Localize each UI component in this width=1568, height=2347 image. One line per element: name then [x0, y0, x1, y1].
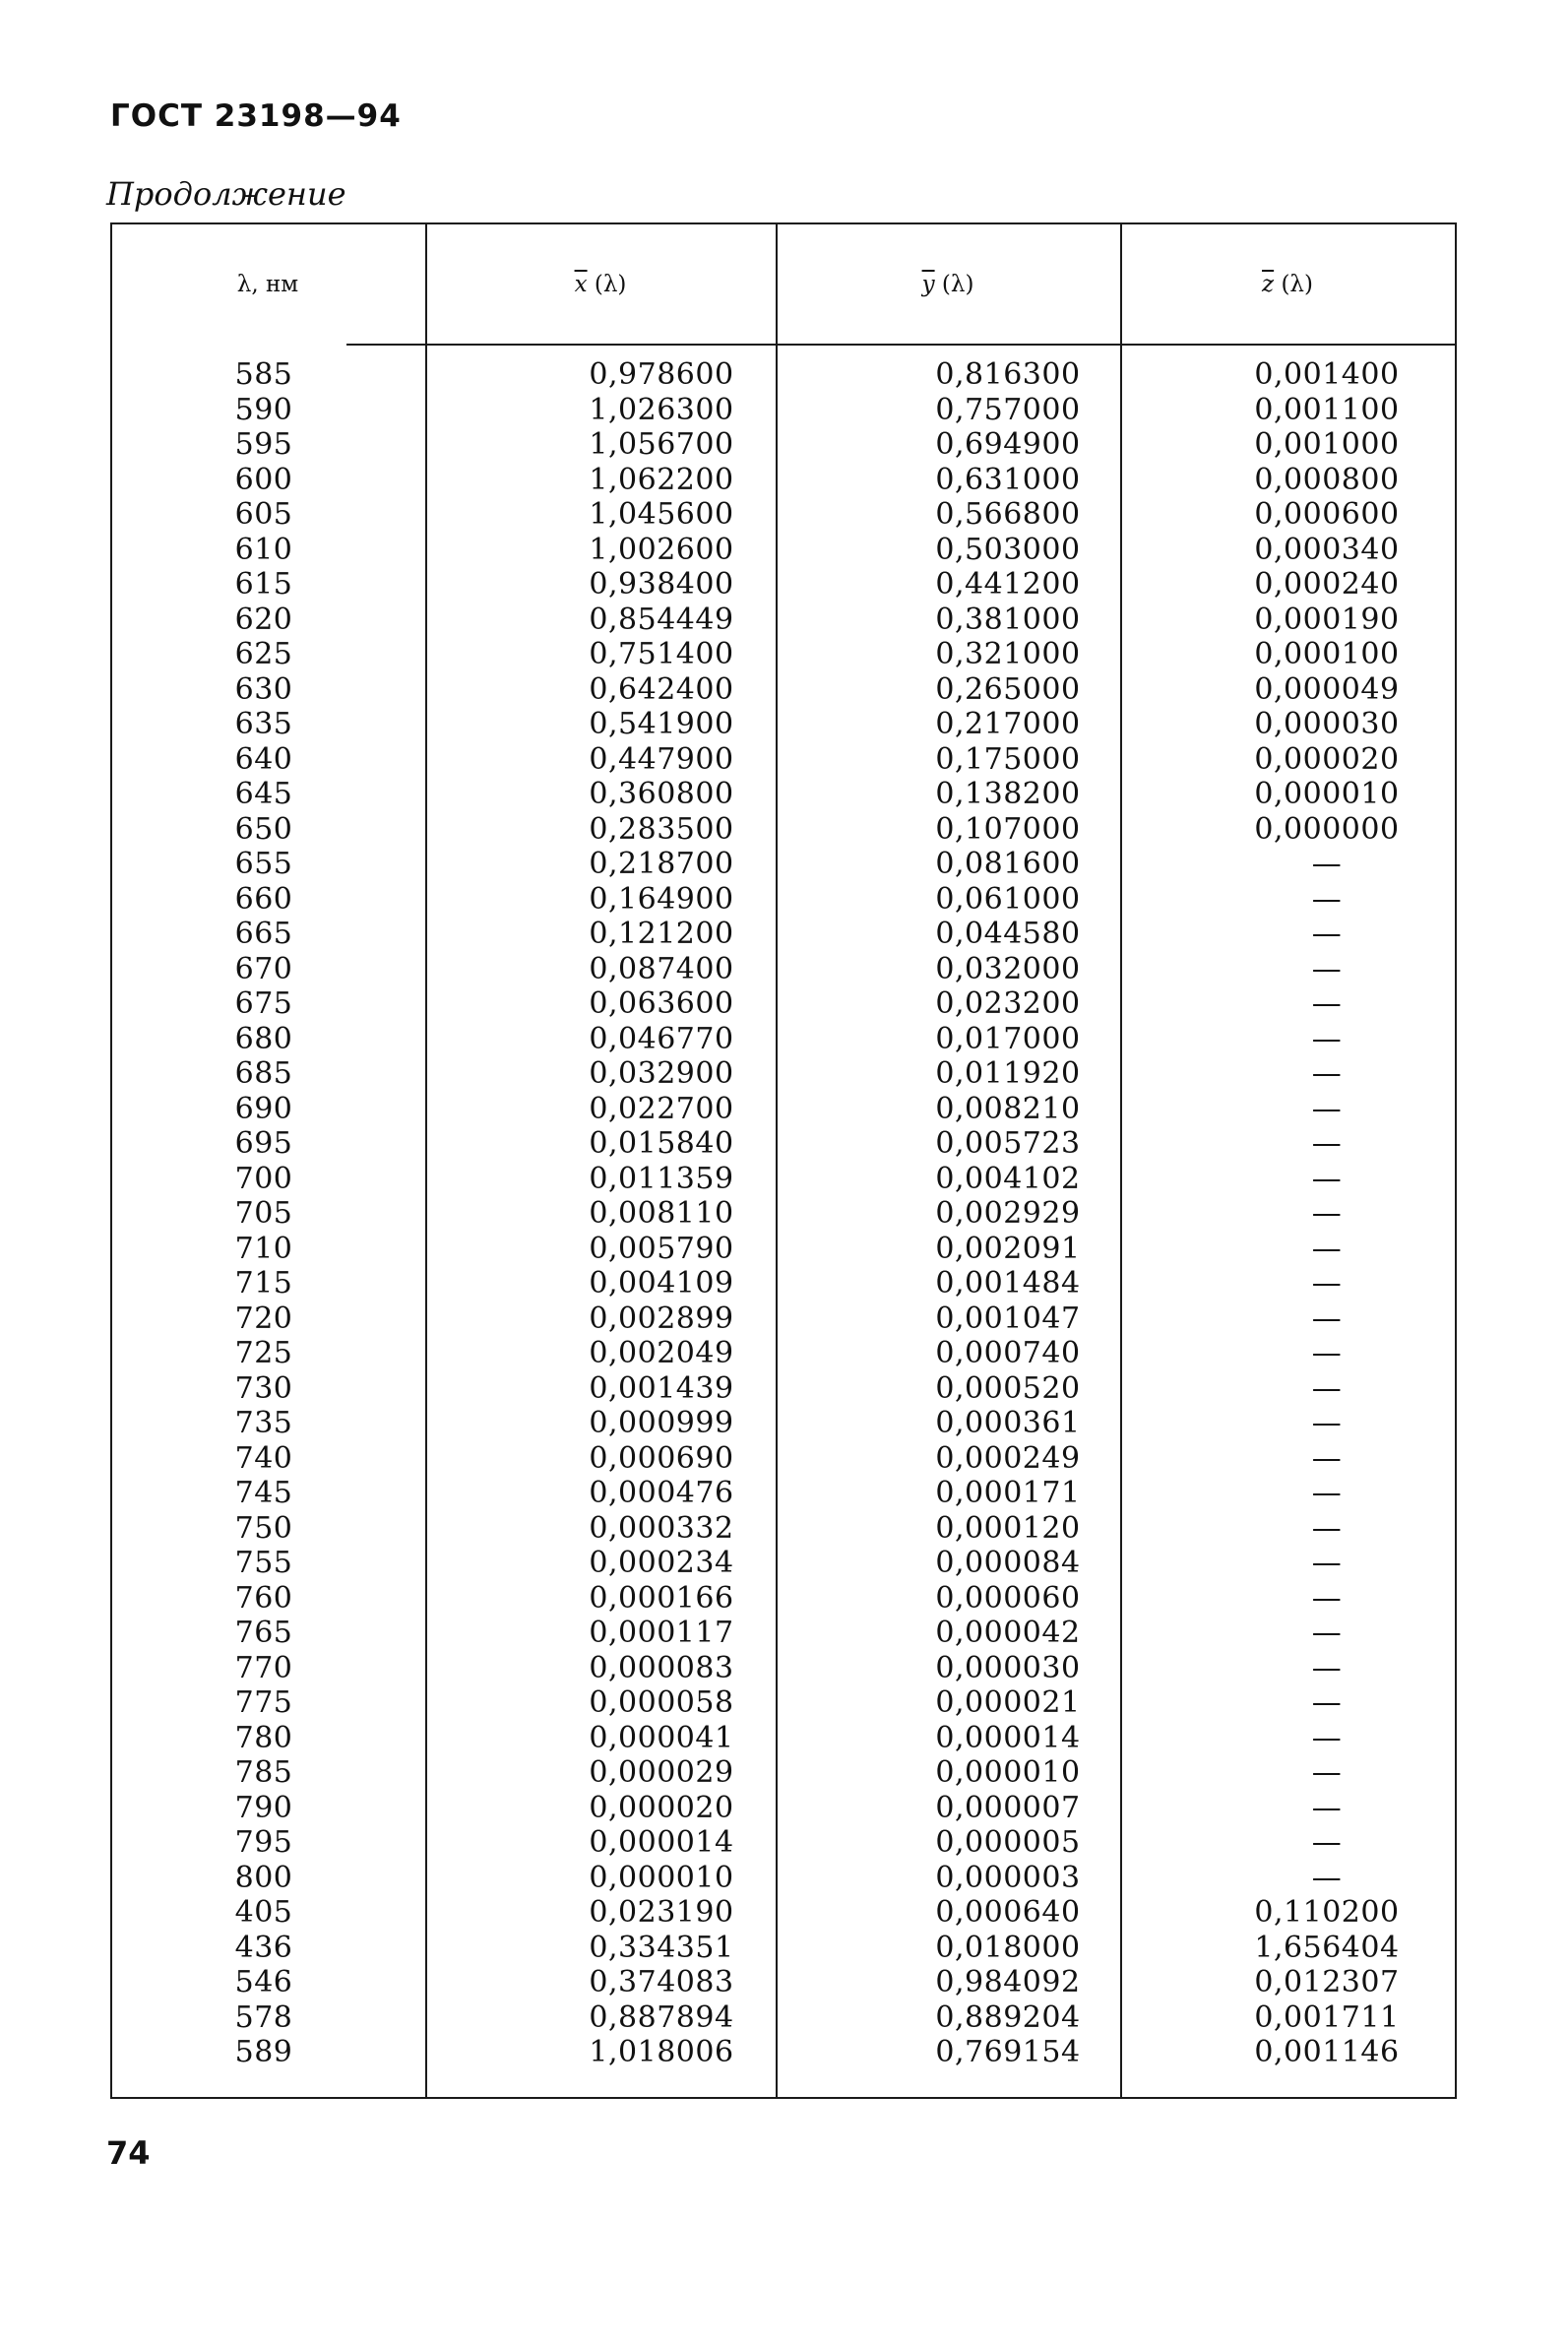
cell-z-bar: 0,000049: [1254, 671, 1400, 707]
cell-x-bar: 0,978600: [589, 357, 734, 392]
table-row: [110, 1651, 1457, 1686]
cell-y-bar: 0,004102: [935, 1161, 1081, 1196]
table-row: [110, 1371, 1457, 1407]
table-row: [110, 847, 1457, 882]
cell-wavelength: 800: [234, 1860, 293, 1895]
table-row: [110, 986, 1457, 1022]
cell-y-bar: 0,694900: [935, 427, 1081, 462]
cell-x-bar: 0,000999: [589, 1406, 734, 1440]
table-row: [110, 777, 1457, 812]
cell-y-bar: 0,984092: [935, 1965, 1081, 1999]
cell-x-bar: 1,062200: [589, 462, 734, 497]
cell-x-bar: 0,751400: [589, 637, 734, 671]
cell-x-bar: 0,000476: [589, 1476, 734, 1510]
cell-y-bar: 0,023200: [935, 986, 1081, 1021]
cell-wavelength: 655: [234, 847, 293, 881]
table-row: [110, 707, 1457, 742]
cell-y-bar: 0,138200: [935, 777, 1081, 811]
table-row: [110, 463, 1457, 498]
table-row: [110, 1511, 1457, 1547]
cell-y-bar: 0,265000: [935, 671, 1081, 707]
table-row: [110, 1406, 1457, 1441]
cell-wavelength: 730: [234, 1370, 293, 1406]
cell-y-bar: 0,441200: [935, 567, 1081, 602]
cell-wavelength: 589: [234, 2035, 293, 2069]
cell-wavelength: 715: [234, 1266, 293, 1300]
cell-z-bar: —: [1311, 1126, 1343, 1161]
cell-wavelength: 740: [234, 1440, 293, 1476]
cell-x-bar: 0,374083: [589, 1965, 734, 1999]
cell-y-bar: 0,017000: [935, 1021, 1081, 1056]
cell-x-bar: 1,045600: [589, 497, 734, 532]
cell-y-bar: 0,217000: [935, 707, 1081, 741]
cell-wavelength: 680: [234, 1021, 293, 1056]
header-y-bar: [776, 222, 1120, 346]
header-wavelength: [110, 222, 425, 346]
cell-z-bar: 1,656404: [1254, 1930, 1400, 1965]
cell-z-bar: —: [1311, 1510, 1343, 1546]
cell-wavelength: 760: [234, 1580, 293, 1616]
cell-z-bar: —: [1311, 1406, 1343, 1440]
cell-y-bar: 0,005723: [935, 1126, 1081, 1161]
cell-z-bar: —: [1311, 1720, 1343, 1755]
cell-x-bar: 0,887894: [589, 1999, 734, 2035]
cell-z-bar: —: [1311, 1161, 1343, 1196]
cell-y-bar: 0,889204: [935, 1999, 1081, 2035]
cell-y-bar: 0,000249: [935, 1440, 1081, 1476]
table-row: [110, 1755, 1457, 1791]
cell-y-bar: 0,321000: [935, 637, 1081, 671]
cell-wavelength: 695: [234, 1126, 293, 1161]
cell-wavelength: 765: [234, 1616, 293, 1650]
cell-z-bar: —: [1311, 881, 1343, 917]
cell-wavelength: 720: [234, 1300, 293, 1336]
cell-y-bar: 0,000060: [935, 1580, 1081, 1616]
cell-x-bar: 0,000058: [589, 1685, 734, 1720]
cell-y-bar: 0,000010: [935, 1755, 1081, 1790]
cell-y-bar: 0,000361: [935, 1406, 1081, 1440]
cell-wavelength: 650: [234, 811, 293, 847]
cell-wavelength: 546: [234, 1965, 293, 1999]
cell-y-bar: 0,000003: [935, 1860, 1081, 1895]
table-row: [110, 1931, 1457, 1966]
cell-wavelength: 750: [234, 1510, 293, 1546]
table-row: [110, 1895, 1457, 1931]
cell-z-bar: —: [1311, 1616, 1343, 1650]
table-row: [110, 882, 1457, 918]
cell-z-bar: 0,001000: [1254, 427, 1400, 462]
table-row: [110, 1232, 1457, 1267]
cell-wavelength: 405: [234, 1895, 293, 1930]
cell-z-bar: —: [1311, 917, 1343, 951]
cell-y-bar: 0,032000: [935, 951, 1081, 986]
cell-y-bar: 0,000014: [935, 1720, 1081, 1755]
cell-x-bar: 0,283500: [589, 811, 734, 847]
cell-y-bar: 0,001484: [935, 1266, 1081, 1300]
cell-x-bar: 1,056700: [589, 427, 734, 462]
table-row: [110, 1441, 1457, 1477]
table-row: [110, 1791, 1457, 1826]
table-body: [110, 357, 1457, 2070]
cell-wavelength: 595: [234, 427, 293, 462]
header-y-bar-symbol: $\overline{y}$: [921, 271, 935, 297]
table-row: [110, 812, 1457, 848]
table-row: [110, 1685, 1457, 1721]
cell-z-bar: —: [1311, 1266, 1343, 1300]
cell-x-bar: 0,011359: [589, 1161, 734, 1196]
cell-wavelength: 670: [234, 951, 293, 986]
cell-x-bar: 0,015840: [589, 1126, 734, 1161]
cell-y-bar: 0,175000: [935, 741, 1081, 777]
cell-y-bar: 0,000030: [935, 1650, 1081, 1685]
cell-wavelength: 770: [234, 1650, 293, 1685]
cell-wavelength: 645: [234, 777, 293, 811]
cell-y-bar: 0,000740: [935, 1336, 1081, 1370]
cell-y-bar: 0,000120: [935, 1510, 1081, 1546]
cell-x-bar: 0,000010: [589, 1860, 734, 1895]
cell-wavelength: 615: [234, 567, 293, 602]
cell-y-bar: 0,769154: [935, 2035, 1081, 2069]
table-row: [110, 1616, 1457, 1651]
table-row: [110, 1056, 1457, 1092]
cell-z-bar: 0,000030: [1254, 707, 1400, 741]
cell-wavelength: 735: [234, 1406, 293, 1440]
cell-x-bar: 0,002049: [589, 1336, 734, 1370]
cell-x-bar: 0,000041: [589, 1720, 734, 1755]
cell-wavelength: 640: [234, 741, 293, 777]
cell-wavelength: 605: [234, 497, 293, 532]
cell-y-bar: 0,000171: [935, 1476, 1081, 1510]
cell-y-bar: 0,061000: [935, 881, 1081, 917]
cell-z-bar: 0,000600: [1254, 497, 1400, 532]
table-row: [110, 1022, 1457, 1057]
cell-z-bar: 0,000800: [1254, 462, 1400, 497]
cell-z-bar: —: [1311, 1790, 1343, 1825]
cell-y-bar: 0,002929: [935, 1196, 1081, 1231]
cell-y-bar: 0,000084: [935, 1546, 1081, 1580]
cell-y-bar: 0,566800: [935, 497, 1081, 532]
cell-z-bar: —: [1311, 1300, 1343, 1336]
cell-y-bar: 0,008210: [935, 1091, 1081, 1126]
cell-x-bar: 0,000117: [589, 1616, 734, 1650]
table-row: [110, 1721, 1457, 1756]
cell-wavelength: 625: [234, 637, 293, 671]
header-x-bar: [425, 222, 776, 346]
header-x-bar-symbol: $\overline{x}$: [574, 271, 588, 297]
cell-z-bar: —: [1311, 1231, 1343, 1266]
cell-x-bar: 0,046770: [589, 1021, 734, 1056]
cell-z-bar: —: [1311, 1196, 1343, 1231]
page-number: 74: [106, 2134, 151, 2172]
cell-z-bar: 0,000100: [1254, 637, 1400, 671]
cell-wavelength: 710: [234, 1231, 293, 1266]
cell-x-bar: 0,164900: [589, 881, 734, 917]
cell-wavelength: 675: [234, 986, 293, 1021]
table-row: [110, 1965, 1457, 2000]
cell-x-bar: 1,002600: [589, 532, 734, 567]
cell-z-bar: —: [1311, 986, 1343, 1021]
cell-z-bar: —: [1311, 1370, 1343, 1406]
header-y-bar-lambda: (λ): [941, 271, 974, 297]
cell-wavelength: 660: [234, 881, 293, 917]
cell-y-bar: 0,000520: [935, 1370, 1081, 1406]
cell-wavelength: 585: [234, 357, 293, 392]
cell-z-bar: —: [1311, 1440, 1343, 1476]
cell-x-bar: 0,063600: [589, 986, 734, 1021]
cell-z-bar: —: [1311, 1021, 1343, 1056]
cell-y-bar: 0,000007: [935, 1790, 1081, 1825]
cell-wavelength: 610: [234, 532, 293, 567]
cell-y-bar: 0,000640: [935, 1895, 1081, 1930]
table-row: [110, 1825, 1457, 1861]
cell-wavelength: 578: [234, 1999, 293, 2035]
cell-z-bar: 0,110200: [1254, 1895, 1400, 1930]
table-row: [110, 533, 1457, 568]
cell-y-bar: 0,018000: [935, 1930, 1081, 1965]
cell-wavelength: 436: [234, 1930, 293, 1965]
cell-z-bar: 0,000020: [1254, 741, 1400, 777]
cell-x-bar: 0,000014: [589, 1825, 734, 1860]
cell-wavelength: 775: [234, 1685, 293, 1720]
table-row: [110, 567, 1457, 603]
cell-z-bar: 0,001400: [1254, 357, 1400, 392]
cell-wavelength: 790: [234, 1790, 293, 1825]
cell-y-bar: 0,001047: [935, 1300, 1081, 1336]
cell-z-bar: 0,012307: [1254, 1965, 1400, 1999]
table-row: [110, 2000, 1457, 2036]
table-row: [110, 1861, 1457, 1896]
table-row: [110, 917, 1457, 952]
cell-y-bar: 0,000021: [935, 1685, 1081, 1720]
table-row: [110, 672, 1457, 708]
cell-x-bar: 0,032900: [589, 1056, 734, 1091]
table-row: [110, 1126, 1457, 1162]
color-matching-table: [110, 222, 1457, 2099]
cell-z-bar: —: [1311, 1580, 1343, 1616]
cell-z-bar: 0,001100: [1254, 392, 1400, 427]
table-row: [110, 497, 1457, 533]
table-row: [110, 603, 1457, 638]
cell-x-bar: 0,854449: [589, 602, 734, 637]
cell-x-bar: 0,000166: [589, 1580, 734, 1616]
cell-x-bar: 0,000332: [589, 1510, 734, 1546]
cell-z-bar: 0,000000: [1254, 811, 1400, 847]
cell-z-bar: —: [1311, 1650, 1343, 1685]
table-row: [110, 637, 1457, 672]
header-x-bar-lambda: (λ): [594, 271, 627, 297]
cell-z-bar: —: [1311, 1860, 1343, 1895]
cell-wavelength: 705: [234, 1196, 293, 1231]
cell-x-bar: 0,218700: [589, 847, 734, 881]
cell-z-bar: 0,000340: [1254, 532, 1400, 567]
cell-y-bar: 0,000005: [935, 1825, 1081, 1860]
cell-x-bar: 0,000020: [589, 1790, 734, 1825]
cell-z-bar: —: [1311, 1755, 1343, 1790]
cell-wavelength: 700: [234, 1161, 293, 1196]
header-wavelength-label: λ, нм: [236, 271, 299, 297]
document-title: ГОСТ 23198—94: [110, 98, 402, 134]
cell-y-bar: 0,757000: [935, 392, 1081, 427]
cell-wavelength: 725: [234, 1336, 293, 1370]
cell-x-bar: 0,023190: [589, 1895, 734, 1930]
cell-y-bar: 0,107000: [935, 811, 1081, 847]
cell-x-bar: 0,334351: [589, 1930, 734, 1965]
header-z-bar: [1120, 222, 1455, 346]
table-row: [110, 1476, 1457, 1511]
header-z-bar-lambda: (λ): [1281, 271, 1313, 297]
cell-wavelength: 795: [234, 1825, 293, 1860]
table-row: [110, 1546, 1457, 1581]
cell-x-bar: 0,000234: [589, 1546, 734, 1580]
cell-z-bar: —: [1311, 1685, 1343, 1720]
cell-z-bar: 0,001146: [1254, 2035, 1400, 2069]
cell-z-bar: 0,001711: [1254, 1999, 1400, 2035]
cell-x-bar: 0,541900: [589, 707, 734, 741]
table-row: [110, 1162, 1457, 1197]
cell-wavelength: 665: [234, 917, 293, 951]
cell-y-bar: 0,631000: [935, 462, 1081, 497]
table-row: [110, 357, 1457, 393]
table-row: [110, 1266, 1457, 1301]
table-row: [110, 1301, 1457, 1337]
cell-z-bar: —: [1311, 1056, 1343, 1091]
cell-wavelength: 755: [234, 1546, 293, 1580]
cell-x-bar: 0,938400: [589, 567, 734, 602]
table-row: [110, 1336, 1457, 1371]
cell-wavelength: 690: [234, 1091, 293, 1126]
header-z-bar-symbol: $\overline{z}$: [1262, 271, 1275, 297]
cell-z-bar: —: [1311, 1336, 1343, 1370]
cell-x-bar: 0,004109: [589, 1266, 734, 1300]
cell-wavelength: 620: [234, 602, 293, 637]
cell-x-bar: 1,026300: [589, 392, 734, 427]
cell-x-bar: 0,447900: [589, 741, 734, 777]
cell-y-bar: 0,011920: [935, 1056, 1081, 1091]
cell-x-bar: 1,018006: [589, 2035, 734, 2069]
cell-x-bar: 0,087400: [589, 951, 734, 986]
cell-wavelength: 600: [234, 462, 293, 497]
cell-z-bar: 0,000190: [1254, 602, 1400, 637]
cell-y-bar: 0,002091: [935, 1231, 1081, 1266]
cell-z-bar: —: [1311, 1091, 1343, 1126]
cell-x-bar: 0,005790: [589, 1231, 734, 1266]
cell-wavelength: 780: [234, 1720, 293, 1755]
table-row: [110, 1196, 1457, 1232]
cell-wavelength: 785: [234, 1755, 293, 1790]
cell-wavelength: 635: [234, 707, 293, 741]
cell-z-bar: —: [1311, 1825, 1343, 1860]
cell-x-bar: 0,002899: [589, 1300, 734, 1336]
cell-y-bar: 0,081600: [935, 847, 1081, 881]
cell-y-bar: 0,044580: [935, 917, 1081, 951]
cell-z-bar: —: [1311, 1476, 1343, 1510]
cell-x-bar: 0,000690: [589, 1440, 734, 1476]
cell-z-bar: —: [1311, 847, 1343, 881]
table-row: [110, 393, 1457, 428]
cell-z-bar: —: [1311, 951, 1343, 986]
cell-wavelength: 590: [234, 392, 293, 427]
cell-y-bar: 0,816300: [935, 357, 1081, 392]
cell-wavelength: 630: [234, 671, 293, 707]
continuation-label: Продолжение: [106, 175, 346, 213]
cell-x-bar: 0,000083: [589, 1650, 734, 1685]
cell-y-bar: 0,381000: [935, 602, 1081, 637]
table-row: [110, 742, 1457, 778]
cell-x-bar: 0,001439: [589, 1370, 734, 1406]
cell-y-bar: 0,503000: [935, 532, 1081, 567]
cell-y-bar: 0,000042: [935, 1616, 1081, 1650]
table-bottom-border: [110, 2097, 1457, 2099]
cell-x-bar: 0,000029: [589, 1755, 734, 1790]
cell-z-bar: 0,000010: [1254, 777, 1400, 811]
cell-z-bar: 0,000240: [1254, 567, 1400, 602]
cell-wavelength: 685: [234, 1056, 293, 1091]
table-row: [110, 952, 1457, 987]
cell-x-bar: 0,008110: [589, 1196, 734, 1231]
cell-x-bar: 0,022700: [589, 1091, 734, 1126]
table-row: [110, 1581, 1457, 1617]
table-row: [110, 427, 1457, 463]
cell-wavelength: 745: [234, 1476, 293, 1510]
cell-z-bar: —: [1311, 1546, 1343, 1580]
cell-x-bar: 0,642400: [589, 671, 734, 707]
table-row: [110, 1092, 1457, 1127]
cell-x-bar: 0,121200: [589, 917, 734, 951]
table-row: [110, 2035, 1457, 2070]
cell-x-bar: 0,360800: [589, 777, 734, 811]
